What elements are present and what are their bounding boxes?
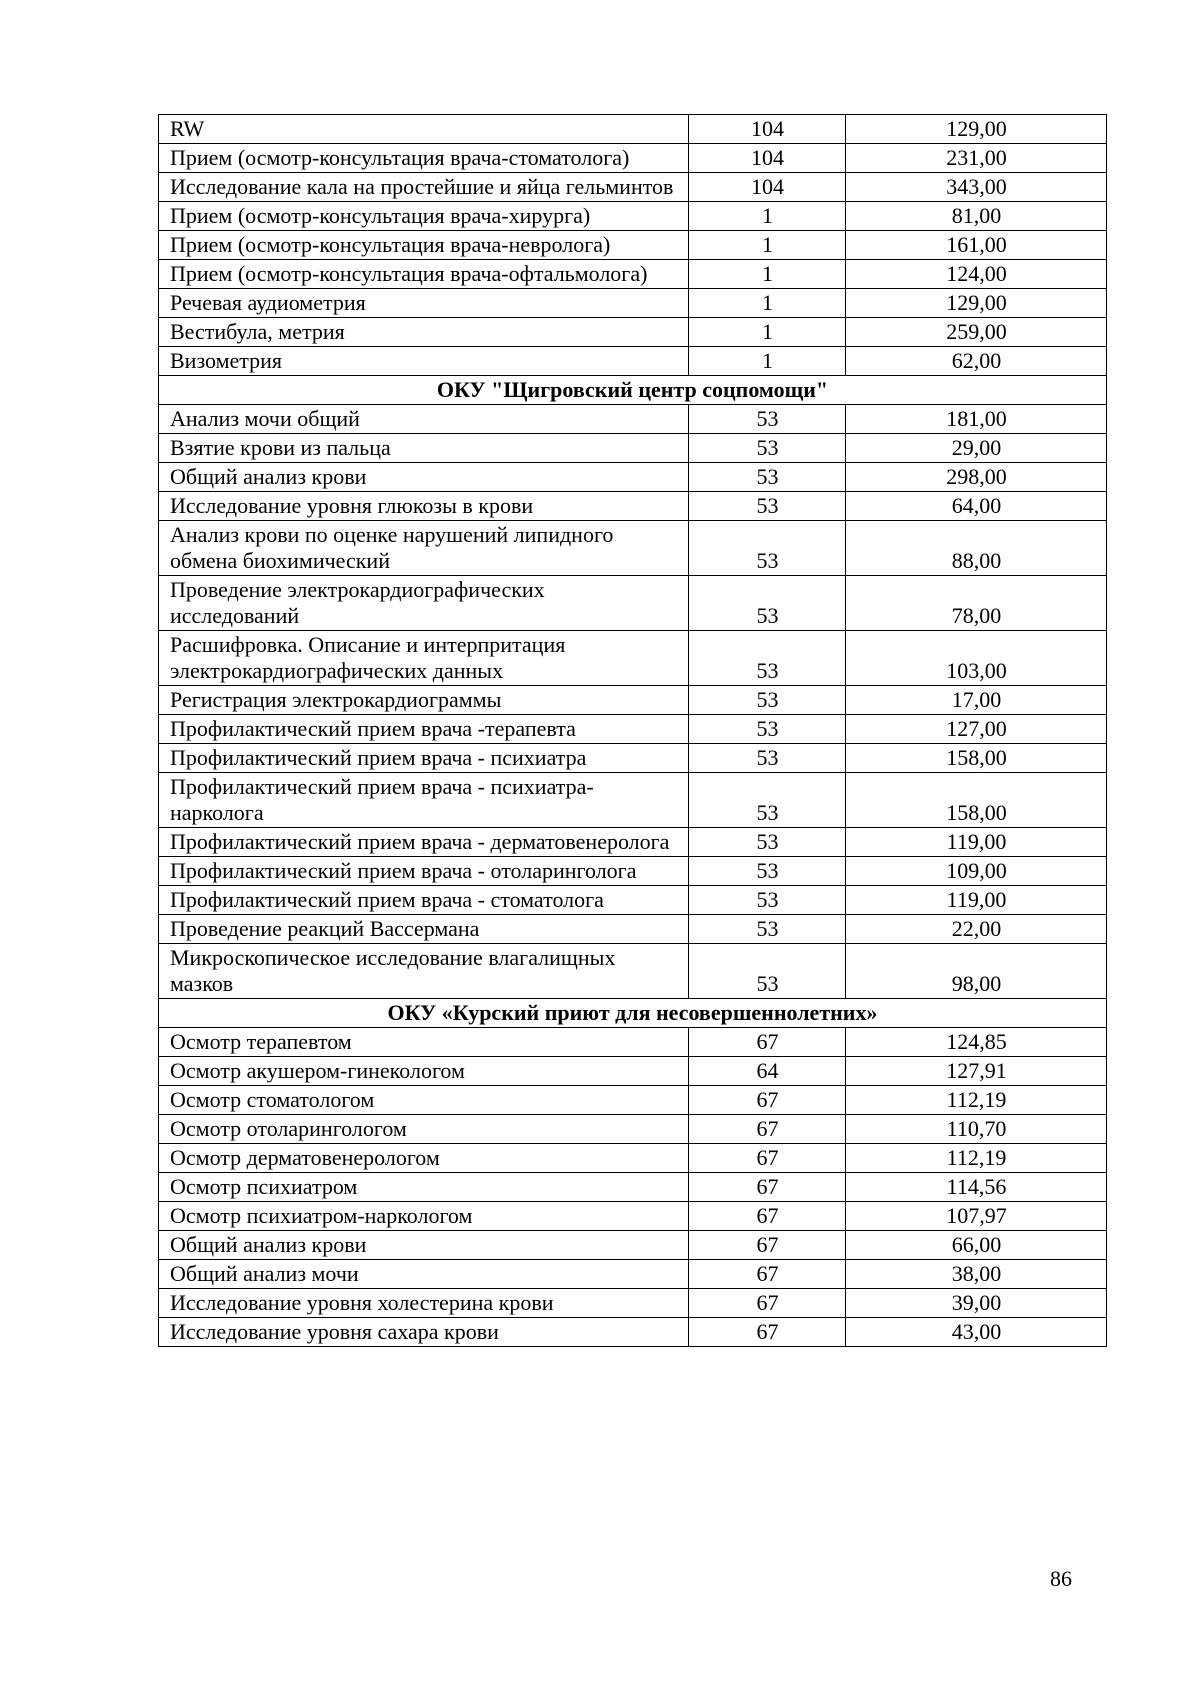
count-cell: 1: [689, 231, 846, 260]
price-cell: 103,00: [846, 631, 1107, 686]
count-cell: 67: [689, 1289, 846, 1318]
price-cell: 81,00: [846, 202, 1107, 231]
price-cell: 29,00: [846, 434, 1107, 463]
service-name-cell: Осмотр терапевтом: [159, 1028, 689, 1057]
count-cell: 53: [689, 492, 846, 521]
service-name-cell: Общий анализ мочи: [159, 1260, 689, 1289]
table-row: [159, 944, 1107, 999]
table-row: [159, 686, 1107, 715]
service-name-cell: Профилактический прием врача - психиатра-нарколога: [159, 773, 689, 828]
service-name-cell: Вестибула, метрия: [159, 318, 689, 347]
service-name-cell: Осмотр стоматологом: [159, 1086, 689, 1115]
service-name-cell: Прием (осмотр-консультация врача-хирурга): [159, 202, 689, 231]
count-cell: 67: [689, 1173, 846, 1202]
price-cell: 110,70: [846, 1115, 1107, 1144]
count-cell: 104: [689, 115, 846, 144]
price-cell: 259,00: [846, 318, 1107, 347]
count-cell: 53: [689, 944, 846, 999]
table-row: [159, 405, 1107, 434]
services-table-body: [159, 115, 1107, 1347]
price-cell: 114,56: [846, 1173, 1107, 1202]
price-cell: 64,00: [846, 492, 1107, 521]
count-cell: 1: [689, 347, 846, 376]
count-cell: 53: [689, 434, 846, 463]
service-name-cell: Осмотр психиатром-наркологом: [159, 1202, 689, 1231]
service-name-cell: Прием (осмотр-консультация врача-невролога): [159, 231, 689, 260]
service-name-cell: Общий анализ крови: [159, 463, 689, 492]
table-row: [159, 289, 1107, 318]
price-cell: 161,00: [846, 231, 1107, 260]
service-name-cell: Общий анализ крови: [159, 1231, 689, 1260]
count-cell: 67: [689, 1028, 846, 1057]
price-cell: 107,97: [846, 1202, 1107, 1231]
count-cell: 53: [689, 828, 846, 857]
count-cell: 67: [689, 1260, 846, 1289]
table-row: [159, 1231, 1107, 1260]
count-cell: 67: [689, 1144, 846, 1173]
price-cell: 38,00: [846, 1260, 1107, 1289]
service-name-cell: Анализ мочи общий: [159, 405, 689, 434]
table-row: [159, 1086, 1107, 1115]
price-cell: 17,00: [846, 686, 1107, 715]
price-cell: 112,19: [846, 1086, 1107, 1115]
price-cell: 109,00: [846, 857, 1107, 886]
price-cell: 22,00: [846, 915, 1107, 944]
price-cell: 43,00: [846, 1318, 1107, 1347]
service-name-cell: Регистрация электрокардиограммы: [159, 686, 689, 715]
table-row: [159, 347, 1107, 376]
table-row: [159, 144, 1107, 173]
price-cell: 231,00: [846, 144, 1107, 173]
table-row: [159, 115, 1107, 144]
table-row: [159, 434, 1107, 463]
price-cell: 181,00: [846, 405, 1107, 434]
price-cell: 78,00: [846, 576, 1107, 631]
service-name-cell: Осмотр отоларингологом: [159, 1115, 689, 1144]
count-cell: 53: [689, 886, 846, 915]
service-name-cell: Осмотр дерматовенерологом: [159, 1144, 689, 1173]
service-name-cell: Профилактический прием врача - стоматолога: [159, 886, 689, 915]
service-name-cell: Проведение реакций Вассермана: [159, 915, 689, 944]
count-cell: 1: [689, 260, 846, 289]
count-cell: 1: [689, 202, 846, 231]
table-row: [159, 828, 1107, 857]
price-cell: 88,00: [846, 521, 1107, 576]
table-row: [159, 1057, 1107, 1086]
count-cell: 64: [689, 1057, 846, 1086]
count-cell: 67: [689, 1318, 846, 1347]
table-row: [159, 1202, 1107, 1231]
price-cell: 98,00: [846, 944, 1107, 999]
count-cell: 53: [689, 744, 846, 773]
price-cell: 119,00: [846, 886, 1107, 915]
section-title: ОКУ «Курский приют для несовершеннолетних»: [159, 999, 1107, 1028]
count-cell: 67: [689, 1202, 846, 1231]
service-name-cell: Исследование уровня холестерина крови: [159, 1289, 689, 1318]
table-row: [159, 1144, 1107, 1173]
table-row: [159, 886, 1107, 915]
service-name-cell: Микроскопическое исследование влагалищных мазков: [159, 944, 689, 999]
price-cell: 129,00: [846, 115, 1107, 144]
count-cell: 104: [689, 173, 846, 202]
table-row: [159, 231, 1107, 260]
count-cell: 53: [689, 857, 846, 886]
table-row: [159, 173, 1107, 202]
count-cell: 67: [689, 1115, 846, 1144]
count-cell: 53: [689, 521, 846, 576]
price-cell: 112,19: [846, 1144, 1107, 1173]
count-cell: 104: [689, 144, 846, 173]
price-cell: 124,85: [846, 1028, 1107, 1057]
price-cell: 127,00: [846, 715, 1107, 744]
service-name-cell: Визометрия: [159, 347, 689, 376]
table-row: [159, 1173, 1107, 1202]
count-cell: 67: [689, 1231, 846, 1260]
count-cell: 53: [689, 631, 846, 686]
service-name-cell: Исследование уровня сахара крови: [159, 1318, 689, 1347]
section-title: ОКУ "Щигровский центр соцпомощи": [159, 376, 1107, 405]
price-cell: 298,00: [846, 463, 1107, 492]
price-cell: 66,00: [846, 1231, 1107, 1260]
table-row: [159, 202, 1107, 231]
table-row: [159, 1289, 1107, 1318]
count-cell: 53: [689, 576, 846, 631]
service-name-cell: Анализ крови по оценке нарушений липидного обмена биохимический: [159, 521, 689, 576]
table-row: [159, 463, 1107, 492]
price-cell: 158,00: [846, 773, 1107, 828]
service-name-cell: Осмотр акушером-гинекологом: [159, 1057, 689, 1086]
service-name-cell: Профилактический прием врача -терапевта: [159, 715, 689, 744]
table-row: [159, 773, 1107, 828]
table-row: [159, 318, 1107, 347]
count-cell: 67: [689, 1086, 846, 1115]
service-name-cell: Взятие крови из пальца: [159, 434, 689, 463]
service-name-cell: Профилактический прием врача - дерматовенеролога: [159, 828, 689, 857]
price-cell: 343,00: [846, 173, 1107, 202]
service-name-cell: Исследование кала на простейшие и яйца гельминтов: [159, 173, 689, 202]
count-cell: 53: [689, 405, 846, 434]
price-cell: 129,00: [846, 289, 1107, 318]
service-name-cell: Прием (осмотр-консультация врача-офтальмолога): [159, 260, 689, 289]
service-name-cell: RW: [159, 115, 689, 144]
price-cell: 127,91: [846, 1057, 1107, 1086]
table-row: [159, 915, 1107, 944]
count-cell: 53: [689, 773, 846, 828]
service-name-cell: Исследование уровня глюкозы в крови: [159, 492, 689, 521]
service-name-cell: Речевая аудиометрия: [159, 289, 689, 318]
section-header-row: [159, 376, 1107, 405]
count-cell: 1: [689, 289, 846, 318]
page-number: 86: [1050, 1566, 1072, 1591]
price-cell: 62,00: [846, 347, 1107, 376]
table-row: [159, 857, 1107, 886]
table-row: [159, 631, 1107, 686]
price-cell: 39,00: [846, 1289, 1107, 1318]
count-cell: 53: [689, 686, 846, 715]
price-cell: 158,00: [846, 744, 1107, 773]
service-name-cell: Расшифровка. Описание и интерпритация электрокардиографических данных: [159, 631, 689, 686]
table-row: [159, 1028, 1107, 1057]
table-row: [159, 260, 1107, 289]
price-cell: 124,00: [846, 260, 1107, 289]
count-cell: 1: [689, 318, 846, 347]
service-name-cell: Прием (осмотр-консультация врача-стоматолога): [159, 144, 689, 173]
table-row: [159, 744, 1107, 773]
table-row: [159, 576, 1107, 631]
table-row: [159, 1260, 1107, 1289]
table-row: [159, 521, 1107, 576]
services-table: [158, 114, 1107, 1347]
table-row: [159, 1115, 1107, 1144]
price-cell: 119,00: [846, 828, 1107, 857]
table-row: [159, 492, 1107, 521]
table-row: [159, 715, 1107, 744]
service-name-cell: Профилактический прием врача - отоларинголога: [159, 857, 689, 886]
service-name-cell: Осмотр психиатром: [159, 1173, 689, 1202]
count-cell: 53: [689, 715, 846, 744]
service-name-cell: Профилактический прием врача - психиатра: [159, 744, 689, 773]
service-name-cell: Проведение электрокардиографических исследований: [159, 576, 689, 631]
section-header-row: [159, 999, 1107, 1028]
count-cell: 53: [689, 463, 846, 492]
count-cell: 53: [689, 915, 846, 944]
table-row: [159, 1318, 1107, 1347]
